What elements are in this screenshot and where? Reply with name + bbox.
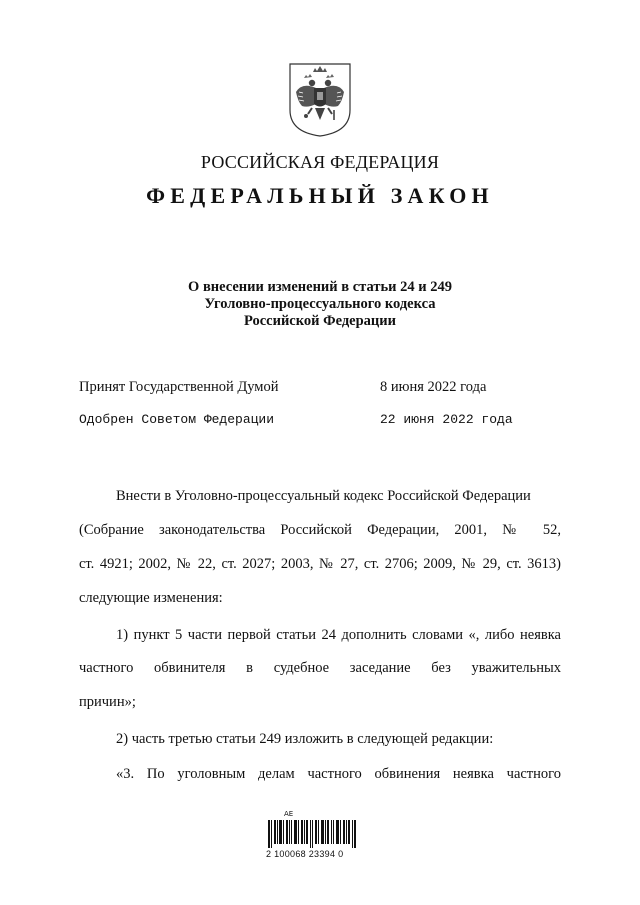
body-paragraph-line: следующие изменения: — [79, 590, 223, 606]
coat-of-arms-emblem — [288, 62, 352, 138]
duma-adoption-row — [79, 379, 539, 396]
list-item-line: 2) часть третью статьи 249 изложить в следующей редакции: — [116, 731, 494, 747]
subject-line: О внесении изменений в статьи 24 и 249 — [188, 279, 452, 295]
list-item-line: 1) пункт 5 части первой статьи 24 дополнить словами «, либо неявка — [116, 627, 561, 643]
body-paragraph-line: Внести в Уголовно-процессуальный кодекс Российской Федерации — [116, 488, 531, 504]
council-approval-row — [79, 412, 539, 427]
barcode-bars — [268, 820, 360, 848]
body-paragraph-line: ст. 4921; 2002, № 22, ст. 2027; 2003, № 27, ст. 2706; 2009, № 29, ст. 3613) — [79, 556, 561, 572]
barcode-mark: АЕ — [284, 810, 294, 818]
law-subject-title — [0, 279, 640, 330]
country-heading: РОССИЙСКАЯ ФЕДЕРАЦИЯ — [200, 152, 440, 172]
duma-adoption-label: Принят Государственной Думой — [79, 379, 279, 395]
council-approval-date: 22 июня 2022 года — [380, 412, 513, 427]
list-item-line: «3. По уголовным делам частного обвинения неявка частного — [116, 766, 561, 782]
list-item-line: частного обвинителя в судебное заседание без уважительных — [79, 660, 561, 676]
law-type-title: ФЕДЕРАЛЬНЫЙ ЗАКОН — [146, 183, 494, 208]
body-paragraph-line: (Собрание законодательства Российской Федерации, 2001, № 52, — [79, 522, 561, 538]
list-item-line: причин»; — [79, 694, 136, 710]
subject-line: Российской Федерации — [243, 313, 396, 329]
barcode-number: 2 100068 23394 0 — [266, 849, 344, 859]
document-barcode — [266, 810, 362, 860]
council-approval-label: Одобрен Советом Федерации — [79, 412, 275, 427]
subject-line: Уголовно-процессуального кодекса — [204, 296, 436, 312]
duma-adoption-date: 8 июня 2022 года — [380, 379, 487, 395]
